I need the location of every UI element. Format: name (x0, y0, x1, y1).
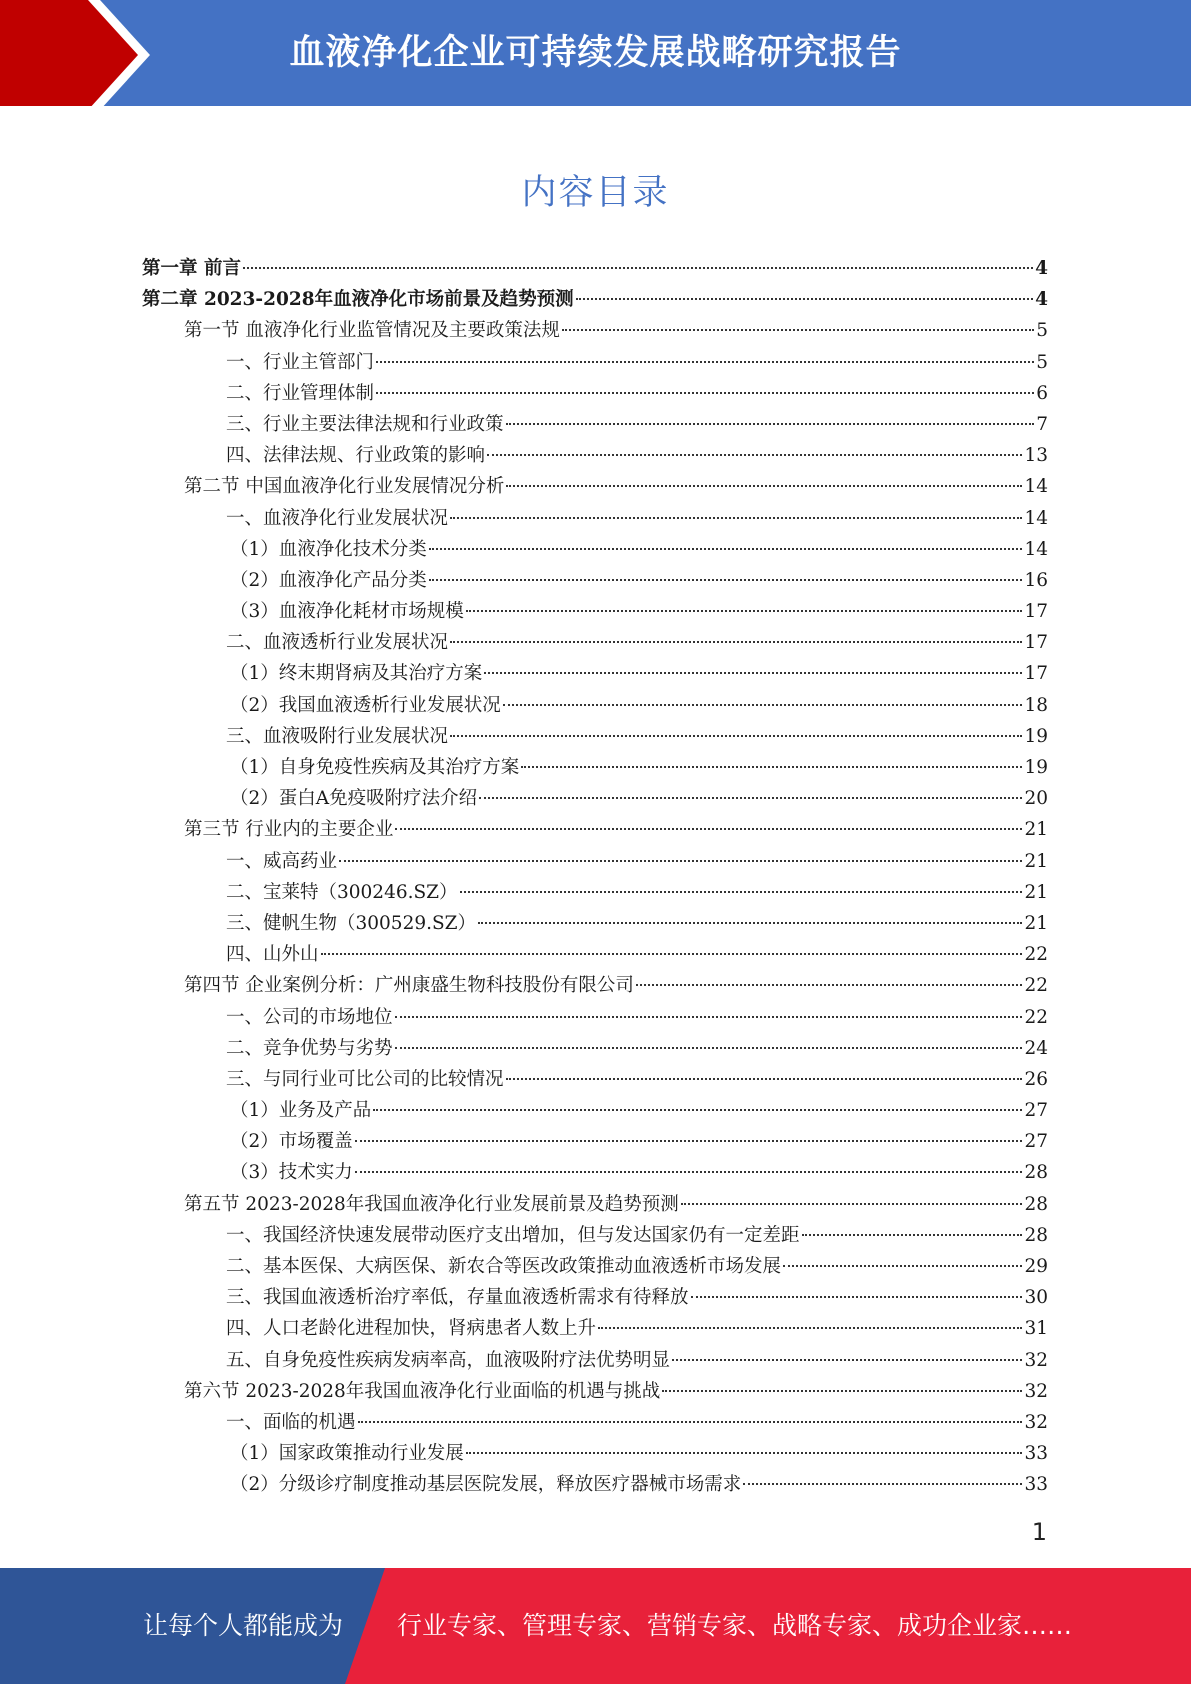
toc-entry-label: 一、行业主管部门 (226, 351, 375, 373)
toc-heading: 内容目录 (521, 173, 670, 213)
toc-entry-label: 第二章 2023-2028年血液净化市场前景及趋势预测 (142, 289, 574, 311)
toc-entry[interactable] (142, 877, 1048, 908)
table-of-contents (142, 253, 1048, 1501)
toc-dot-leader (373, 1109, 1022, 1111)
toc-entry-page: 21 (1024, 819, 1048, 841)
toc-entry-page: 32 (1024, 1411, 1048, 1433)
toc-entry[interactable] (142, 1064, 1048, 1095)
toc-entry[interactable] (142, 1313, 1048, 1344)
toc-entry-label: 三、我国血液透析治疗率低，存量血液透析需求有待释放 (226, 1287, 689, 1309)
toc-entry-label: （2）蛋白A免疫吸附疗法介绍 (230, 788, 478, 810)
toc-entry[interactable] (142, 627, 1048, 658)
toc-entry-page: 14 (1024, 538, 1048, 560)
toc-entry-label: 二、基本医保、大病医保、新农合等医改政策推动血液透析市场发展 (226, 1256, 782, 1277)
toc-entry-label: 第三节 行业内的主要企业 (184, 819, 394, 841)
toc-dot-leader (636, 984, 1023, 986)
toc-dot-leader (321, 953, 1023, 955)
toc-entry[interactable] (142, 378, 1048, 409)
toc-entry-page: 21 (1024, 881, 1048, 903)
toc-dot-leader (395, 1047, 1023, 1049)
toc-entry-page: 33 (1024, 1443, 1048, 1465)
toc-dot-leader (506, 1078, 1023, 1080)
toc-entry-page: 7 (1036, 413, 1048, 435)
page-number: 1 (1031, 1518, 1047, 1546)
toc-entry-label: （2）血液净化产品分类 (230, 569, 427, 591)
toc-entry[interactable] (142, 846, 1048, 877)
toc-dot-leader (521, 766, 1022, 768)
toc-entry[interactable] (142, 534, 1048, 565)
toc-entry-page: 33 (1024, 1474, 1048, 1496)
toc-entry[interactable] (142, 1282, 1048, 1313)
toc-dot-leader (450, 517, 1022, 519)
toc-dot-leader (487, 454, 1022, 456)
toc-entry-label: （1）终末期肾病及其治疗方案 (230, 663, 483, 685)
toc-entry-label: （3）技术实力 (230, 1162, 353, 1184)
toc-entry-page: 13 (1024, 445, 1048, 467)
toc-entry-label: 二、竞争优势与劣势 (226, 1037, 393, 1059)
toc-entry-label: 一、我国经济快速发展带动医疗支出增加，但与发达国家仍有一定差距 (226, 1224, 800, 1246)
toc-entry-page: 16 (1024, 569, 1048, 591)
toc-entry[interactable] (142, 284, 1048, 315)
toc-dot-leader (662, 1390, 1022, 1392)
toc-entry-label: （1）国家政策推动行业发展 (230, 1443, 464, 1465)
toc-dot-leader (460, 891, 1023, 893)
toc-entry-label: 三、行业主要法律法规和行业政策 (226, 413, 504, 435)
toc-entry[interactable] (142, 908, 1048, 939)
toc-entry[interactable] (142, 690, 1048, 721)
toc-entry-label: （2）市场覆盖 (230, 1131, 353, 1153)
toc-entry[interactable] (142, 1189, 1048, 1220)
toc-entry-label: 一、威高药业 (226, 850, 338, 872)
toc-entry[interactable] (142, 1033, 1048, 1064)
toc-entry[interactable] (142, 814, 1048, 845)
toc-entry-page: 21 (1024, 912, 1048, 934)
toc-entry[interactable] (142, 1251, 1048, 1282)
toc-entry-label: 四、山外山 (226, 944, 319, 966)
toc-entry-label: 第一章 前言 (142, 258, 241, 279)
toc-dot-leader (598, 1327, 1022, 1329)
toc-entry-page: 28 (1024, 1224, 1048, 1246)
footer-slogan-right: 行业专家、管理专家、营销专家、战略专家、成功企业家…… (397, 1611, 1073, 1640)
toc-dot-leader (429, 579, 1023, 581)
toc-dot-leader (395, 1016, 1023, 1018)
toc-dot-leader (395, 828, 1022, 830)
toc-entry[interactable] (142, 596, 1048, 627)
toc-entry-label: 第一节 血液净化行业监管情况及主要政策法规 (184, 320, 560, 342)
toc-entry[interactable] (142, 1126, 1048, 1157)
toc-entry-label: 三、与同行业可比公司的比较情况 (226, 1068, 504, 1090)
toc-entry-page: 14 (1024, 507, 1048, 529)
toc-entry-label: 二、行业管理体制 (226, 382, 375, 404)
toc-dot-leader (339, 860, 1022, 862)
toc-entry-page: 19 (1024, 757, 1048, 778)
toc-entry[interactable] (142, 970, 1048, 1001)
toc-entry[interactable] (142, 939, 1048, 970)
toc-entry[interactable] (142, 1345, 1048, 1376)
toc-entry[interactable] (142, 565, 1048, 596)
toc-entry-page: 31 (1024, 1318, 1048, 1340)
toc-entry[interactable] (142, 1407, 1048, 1438)
toc-entry[interactable] (142, 658, 1048, 689)
toc-entry-label: （1）业务及产品 (230, 1100, 372, 1122)
toc-entry-label: 一、公司的市场地位 (226, 1006, 393, 1028)
toc-entry[interactable] (142, 409, 1048, 440)
footer-banner (0, 1568, 1191, 1684)
toc-entry[interactable] (142, 783, 1048, 814)
toc-entry[interactable] (142, 440, 1048, 471)
toc-entry-label: 第六节 2023-2028年我国血液净化行业面临的机遇与挑战 (184, 1380, 661, 1402)
toc-dot-leader (506, 423, 1035, 425)
toc-entry-page: 32 (1024, 1349, 1048, 1371)
toc-dot-leader (450, 641, 1022, 643)
toc-entry-label: （1）血液净化技术分类 (230, 538, 427, 560)
toc-entry-label: （2）我国血液透析行业发展状况 (230, 694, 501, 716)
toc-entry-page: 19 (1024, 725, 1048, 747)
toc-dot-leader (450, 735, 1022, 737)
toc-entry[interactable] (142, 253, 1048, 284)
toc-dot-leader (576, 298, 1034, 300)
toc-entry-page: 4 (1035, 289, 1048, 311)
toc-entry-label: 第二节 中国血液净化行业发展情况分析 (184, 476, 505, 498)
toc-dot-leader (478, 922, 1022, 924)
toc-dot-leader (358, 1421, 1023, 1423)
toc-entry-label: 四、法律法规、行业政策的影响 (226, 445, 486, 467)
document-title: 血液净化企业可持续发展战略研究报告 (289, 33, 902, 73)
toc-dot-leader (743, 1483, 1022, 1485)
toc-entry-page: 6 (1036, 382, 1048, 404)
toc-entry-page: 20 (1024, 788, 1048, 810)
toc-entry-page: 17 (1024, 632, 1048, 654)
toc-entry-page: 17 (1024, 663, 1048, 685)
toc-dot-leader (484, 672, 1022, 674)
toc-dot-leader (672, 1359, 1022, 1361)
toc-entry-page: 21 (1024, 850, 1048, 872)
toc-entry-label: 一、面临的机遇 (226, 1411, 356, 1433)
toc-dot-leader (681, 1203, 1023, 1205)
toc-entry-page: 22 (1024, 975, 1048, 997)
toc-entry-label: 三、健帆生物（300529.SZ） (226, 912, 477, 934)
toc-entry[interactable] (142, 1438, 1048, 1469)
toc-dot-leader (355, 1140, 1023, 1142)
toc-entry-page: 27 (1024, 1100, 1048, 1122)
toc-entry-page: 28 (1024, 1193, 1048, 1215)
toc-entry-label: 四、人口老龄化进程加快，肾病患者人数上升 (226, 1318, 597, 1340)
toc-dot-leader (691, 1296, 1023, 1298)
toc-entry-page: 4 (1035, 258, 1048, 279)
toc-dot-leader (376, 392, 1034, 394)
toc-entry-label: 二、宝莱特（300246.SZ） (226, 881, 458, 903)
toc-entry[interactable] (142, 752, 1048, 783)
toc-entry-label: 三、血液吸附行业发展状况 (226, 725, 449, 747)
toc-dot-leader (466, 610, 1023, 612)
toc-entry-page: 26 (1024, 1068, 1048, 1090)
toc-dot-leader (783, 1265, 1022, 1267)
toc-entry-label: （1）自身免疫性疾病及其治疗方案 (230, 757, 520, 778)
toc-entry-page: 22 (1024, 944, 1048, 966)
footer-slogan-left: 让每个人都能成为 (143, 1611, 344, 1640)
toc-entry[interactable] (142, 1469, 1048, 1500)
toc-dot-leader (376, 361, 1034, 363)
toc-dot-leader (503, 704, 1023, 706)
toc-entry[interactable] (142, 1220, 1048, 1251)
toc-dot-leader (243, 267, 1033, 269)
toc-entry[interactable] (142, 721, 1048, 752)
toc-entry[interactable] (142, 347, 1048, 378)
toc-dot-leader (479, 797, 1022, 799)
toc-dot-leader (429, 548, 1023, 550)
toc-entry[interactable] (142, 1157, 1048, 1188)
toc-entry-label: 第四节 企业案例分析：广州康盛生物科技股份有限公司 (184, 975, 634, 997)
toc-entry[interactable] (142, 1002, 1048, 1033)
toc-entry-label: （3）血液净化耗材市场规模 (230, 601, 464, 623)
toc-entry-label: 一、血液净化行业发展状况 (226, 507, 449, 529)
toc-entry[interactable] (142, 503, 1048, 534)
toc-dot-leader (355, 1171, 1023, 1173)
toc-entry-page: 29 (1024, 1256, 1048, 1277)
toc-dot-leader (506, 485, 1022, 487)
toc-entry-label: 五、自身免疫性疾病发病率高，血液吸附疗法优势明显 (226, 1349, 671, 1371)
toc-entry-page: 14 (1024, 476, 1048, 498)
toc-entry-page: 32 (1024, 1380, 1048, 1402)
toc-entry-page: 28 (1024, 1162, 1048, 1184)
toc-entry-page: 5 (1036, 351, 1048, 373)
toc-entry[interactable] (142, 1376, 1048, 1407)
toc-dot-leader (802, 1234, 1023, 1236)
toc-entry-page: 5 (1036, 320, 1048, 342)
toc-dot-leader (562, 329, 1034, 331)
toc-dot-leader (466, 1452, 1023, 1454)
toc-entry-page: 22 (1024, 1006, 1048, 1028)
toc-entry-label: （2）分级诊疗制度推动基层医院发展，释放医疗器械市场需求 (230, 1474, 742, 1496)
toc-entry-page: 18 (1024, 694, 1048, 716)
toc-entry-label: 第五节 2023-2028年我国血液净化行业发展前景及趋势预测 (184, 1193, 679, 1215)
toc-entry[interactable] (142, 315, 1048, 346)
header-banner (0, 0, 1191, 110)
toc-entry[interactable] (142, 471, 1048, 502)
toc-entry[interactable] (142, 1095, 1048, 1126)
toc-entry-page: 27 (1024, 1131, 1048, 1153)
toc-entry-label: 二、血液透析行业发展状况 (226, 632, 449, 654)
toc-entry-page: 24 (1024, 1037, 1048, 1059)
toc-entry-page: 17 (1024, 601, 1048, 623)
toc-entry-page: 30 (1024, 1287, 1048, 1309)
